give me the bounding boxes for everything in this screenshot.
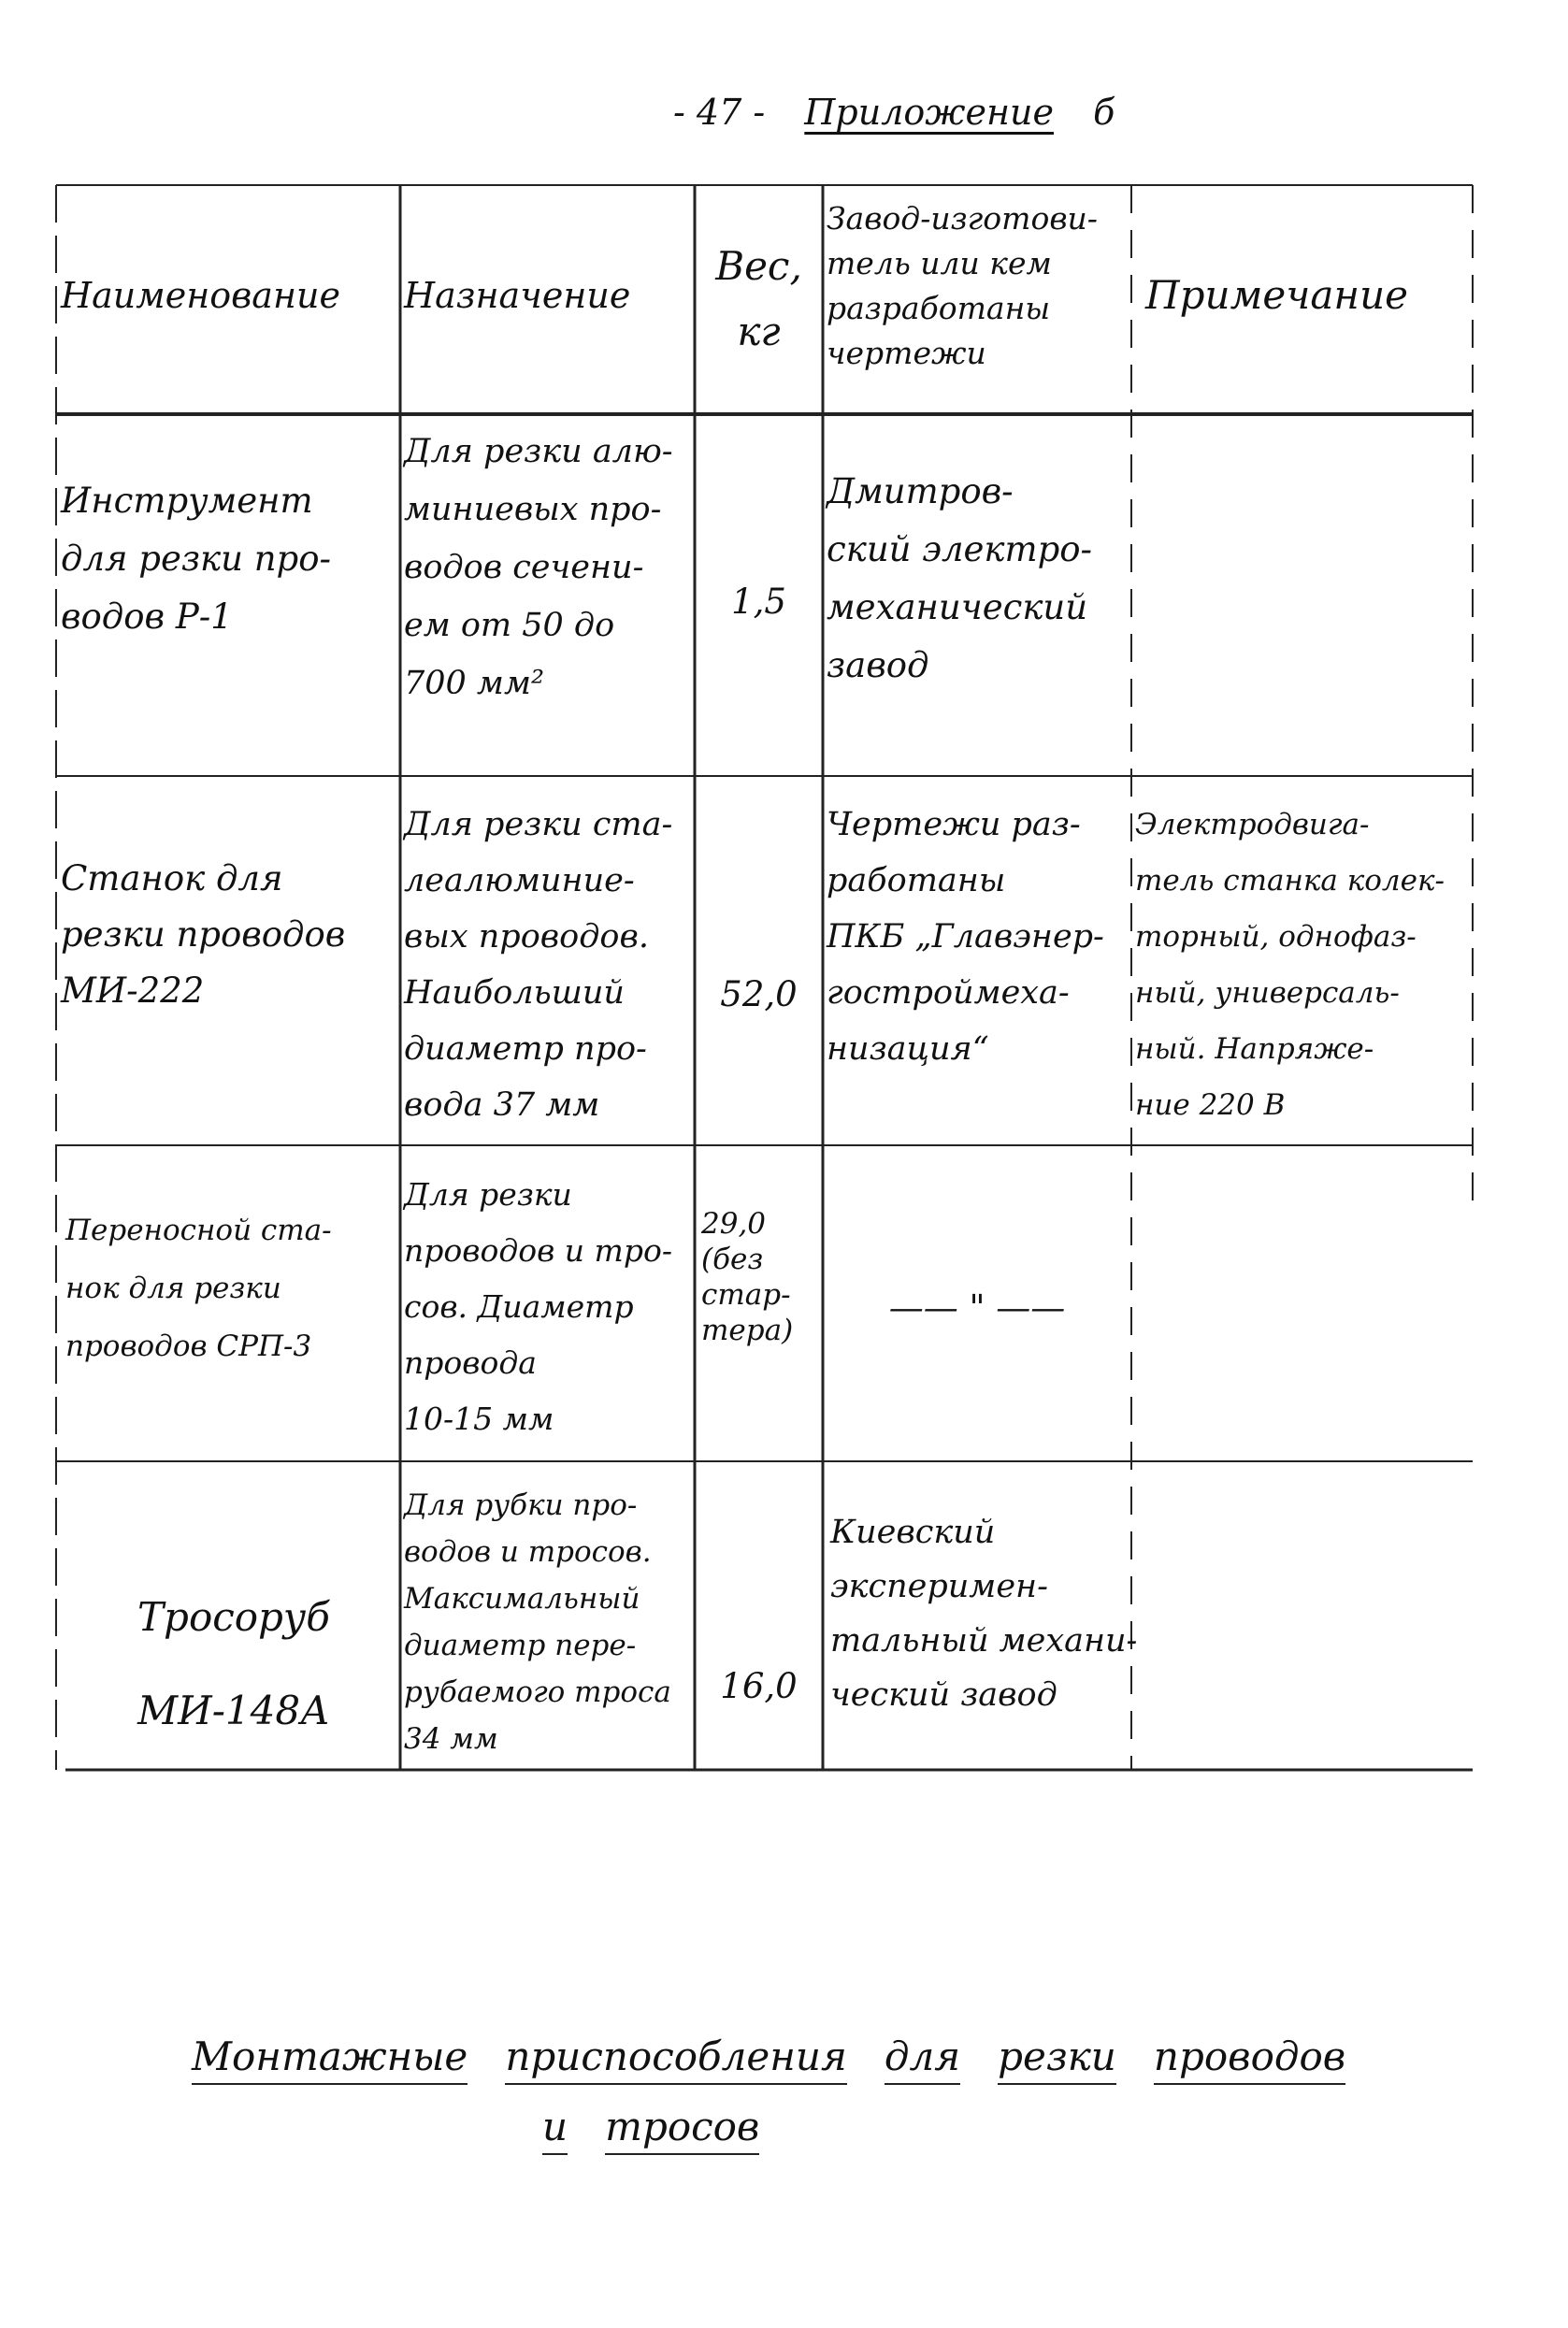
appendix-letter: б bbox=[1093, 92, 1115, 133]
col-header-name: Наименование bbox=[61, 275, 340, 316]
col-header-note: Примечание bbox=[1145, 272, 1408, 318]
row2-purpose: Для резки ста- леалюминие- вых проводов. Наибольший диаметр про- вода 37 мм bbox=[404, 806, 673, 1124]
row1-name: Инструмент для резки про- водов Р-1 bbox=[61, 481, 332, 637]
col-header-maker: Завод-изготови- тель или кем разработаны чертежи bbox=[827, 200, 1098, 371]
caption-word: приспособления bbox=[505, 2033, 846, 2085]
row2-name: Станок для резки проводов МИ-222 bbox=[61, 858, 346, 1011]
caption-word: тросов bbox=[605, 2104, 759, 2155]
row2-maker: Чертежи раз- работаны ПКБ „Главэнер- гостроймеха- низация“ bbox=[827, 806, 1104, 1068]
row4-maker: Киевский эксперимен- тальный механи- ческий завод bbox=[830, 1514, 1138, 1714]
row3-name: Переносной ста- нок для резки проводов СРП-3 bbox=[65, 1214, 332, 1363]
col-header-purpose: Назначение bbox=[404, 275, 631, 316]
row4-purpose: Для рубки про- водов и тросов. Максимальный диаметр пере- рубаемого троса 34 мм bbox=[404, 1488, 671, 1756]
col-header-weight: Вес, кг bbox=[715, 243, 802, 354]
row1-maker: Дмитров- ский электро- механический завод bbox=[827, 471, 1093, 685]
appendix-label: Приложение bbox=[804, 92, 1054, 133]
caption-word: резки bbox=[998, 2033, 1116, 2085]
row1-purpose: Для резки алю- миниевых про- водов сечени- ем от 50 до 700 мм² bbox=[404, 433, 673, 702]
row4-name: Тросоруб МИ-148А bbox=[137, 1594, 330, 1733]
row3-weight: 29,0 (без стар- тера) bbox=[701, 1207, 794, 1347]
row3-purpose: Для резки проводов и тро- сов. Диаметр провода 10-15 мм bbox=[404, 1176, 672, 1437]
row2-weight: 52,0 bbox=[720, 974, 798, 1014]
caption-word: и bbox=[542, 2104, 568, 2155]
page-number: - 47 - bbox=[673, 92, 766, 133]
caption-word: Монтажные bbox=[192, 2033, 468, 2085]
row3-maker: —— " —— bbox=[888, 1287, 1066, 1328]
row2-note: Электродвига- тель станка колек- торный, однофаз- ный, универсаль- ный. Напряже- ние 220 В bbox=[1135, 808, 1445, 1122]
caption-line-2 bbox=[542, 2104, 759, 2149]
caption-line-1 bbox=[192, 2033, 1345, 2079]
row1-weight: 1,5 bbox=[731, 582, 786, 622]
caption-word: проводов bbox=[1154, 2033, 1345, 2085]
caption-word: для bbox=[885, 2033, 960, 2085]
row4-weight: 16,0 bbox=[720, 1666, 798, 1706]
